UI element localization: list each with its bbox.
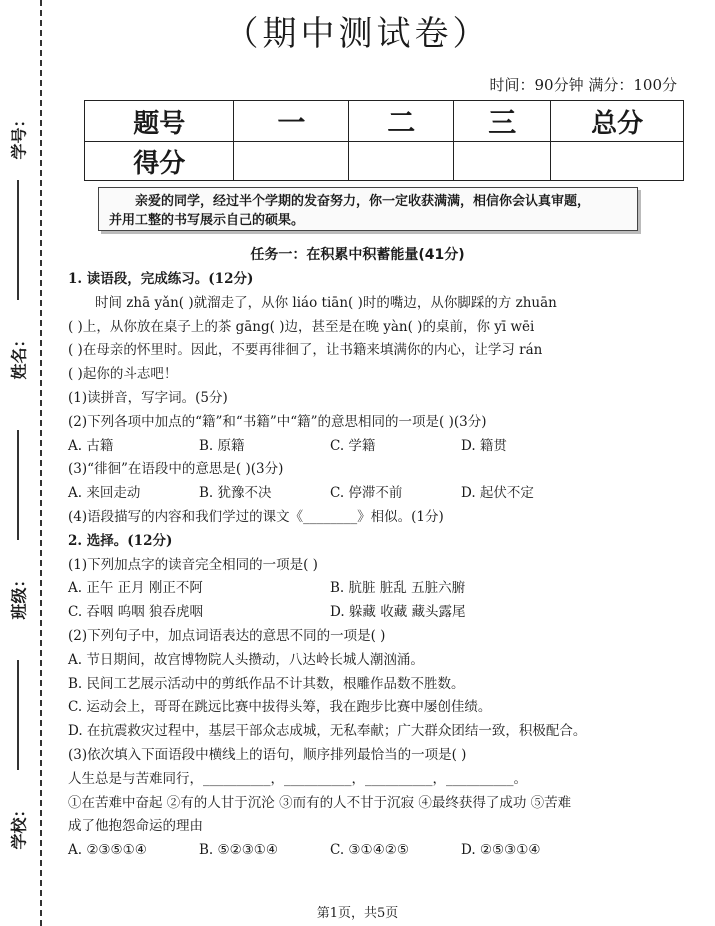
notice-box: 亲爱的同学，经过半个学期的发奋努力，你一定收获满满，相信你会认真审题， 并用工整的书写展示自己的硕果。 [98, 187, 638, 231]
option[interactable]: D. ②⑤③①④ [461, 842, 541, 859]
option[interactable]: B. ⑤②③①④ [199, 842, 279, 859]
school-write-line [17, 660, 19, 770]
name-write-line [17, 180, 19, 300]
passage-line: ( )在母亲的怀里时。因此，不要再徘徊了，让书籍来填满你的内心，让学习 rán [68, 342, 543, 359]
side-label-class: 班级： [9, 570, 29, 620]
score-header-cell: 一 [234, 101, 349, 142]
side-label-name: 姓名： [9, 330, 29, 380]
sub-question: (1)读拼音，写字词。(5分) [68, 389, 228, 406]
option[interactable]: A. 来回走动 [68, 485, 141, 502]
score-table [84, 100, 684, 181]
option[interactable]: B. 犹豫不决 [199, 485, 272, 502]
side-label-student-id: 学号： [9, 110, 29, 160]
binding-dashed-line [40, 0, 42, 926]
score-cell[interactable] [234, 142, 349, 181]
exam-meta: 时间：90分钟 满分：100分 [489, 76, 677, 94]
option-row [68, 482, 688, 506]
passage-line: ( )起你的斗志吧！ [68, 366, 178, 383]
question-1-title: 1. 读语段，完成练习。(12分) [68, 271, 254, 287]
score-header-cell: 总分 [551, 101, 684, 142]
task-one-heading: 任务一：在积累中积蓄能量(41分) [250, 247, 465, 263]
sub-question: (1)下列加点字的读音完全相同的一项是( ) [68, 556, 318, 573]
side-label-school: 学校： [9, 800, 29, 850]
option[interactable]: A. 正午 正月 刚正不阿 [68, 580, 203, 597]
option[interactable]: D. 籍贯 [461, 437, 507, 454]
option-row [68, 577, 688, 601]
option[interactable]: C. 学籍 [330, 437, 376, 454]
option[interactable]: B. 民间工艺展示活动中的剪纸作品不计其数，根雕作品数不胜数。 [68, 675, 465, 692]
option[interactable]: B. 肮脏 脏乱 五脏六腑 [330, 580, 466, 597]
option[interactable]: B. 原籍 [199, 437, 245, 454]
passage-line: ( )上，从你放在桌子上的茶 gāng( )边，甚至是在晚 yàn( )的桌前，你 yī wēi [68, 318, 535, 335]
option[interactable]: A. 节日期间，故宫博物院人头攒动，八达岭长城人潮汹涌。 [68, 651, 424, 668]
option[interactable]: A. 古籍 [68, 437, 114, 454]
passage-line: 时间 zhā yǎn( )就溜走了，从你 liáo tiān( )时的嘴边，从你脚踩的方 zhuān [95, 294, 557, 311]
option-row [68, 601, 688, 625]
score-table-score-row [85, 142, 684, 181]
fill-in-sentence: 人生总是与苦难同行，__________，__________，__________，__________。 [68, 770, 527, 787]
option[interactable]: D. 在抗震救灾过程中，基层干部众志成城，无私奉献；广大群众团结一致，积极配合。 [68, 723, 587, 740]
sub-question: (3)依次填入下面语段中横线上的语句，顺序排列最恰当的一项是( ) [68, 746, 467, 763]
option[interactable]: A. ②③⑤①④ [68, 842, 147, 859]
option[interactable]: C. 停滞不前 [330, 485, 403, 502]
class-write-line [17, 430, 19, 540]
sub-question: (4)语段描写的内容和我们学过的课文《________》相似。(1分) [68, 508, 444, 525]
score-cell[interactable] [349, 142, 454, 181]
score-header-cell: 二 [349, 101, 454, 142]
option-row [68, 839, 688, 863]
option[interactable]: C. 运动会上，哥哥在跳远比赛中拔得头筹，我在跑步比赛中屡创佳绩。 [68, 699, 492, 716]
page-footer: 第1页，共5页 [316, 906, 399, 921]
option[interactable]: D. 起伏不定 [461, 485, 534, 502]
score-header-cell: 题号 [85, 101, 234, 142]
option-row [68, 435, 688, 459]
sentence-items: 成了他抱怨命运的理由 [68, 818, 203, 835]
sentence-items: ①在苦难中奋起 ②有的人甘于沉沦 ③而有的人不甘于沉寂 ④最终获得了成功 ⑤苦难 [68, 794, 572, 811]
question-2-title: 2. 选择。(12分) [68, 532, 173, 549]
sub-question: (3)“徘徊”在语段中的意思是( )(3分) [68, 461, 284, 478]
sub-question: (2)下列句子中，加点词语表达的意思不同的一项是( ) [68, 627, 386, 644]
sub-question: (2)下列各项中加点的“籍”和“书籍”中“籍”的意思相同的一项是( )(3分) [68, 413, 487, 430]
score-header-cell: 三 [454, 101, 551, 142]
questions-content [68, 268, 688, 863]
option[interactable]: C. ③①④②⑤ [330, 842, 409, 859]
option[interactable]: D. 躲藏 收藏 藏头露尾 [330, 604, 466, 621]
score-cell[interactable] [454, 142, 551, 181]
exam-title: （期中测试卷） [224, 14, 491, 54]
option[interactable]: C. 吞咽 呜咽 狼吞虎咽 [68, 604, 204, 621]
score-row-label: 得分 [85, 142, 234, 181]
score-cell[interactable] [551, 142, 684, 181]
score-table-header-row [85, 101, 684, 142]
